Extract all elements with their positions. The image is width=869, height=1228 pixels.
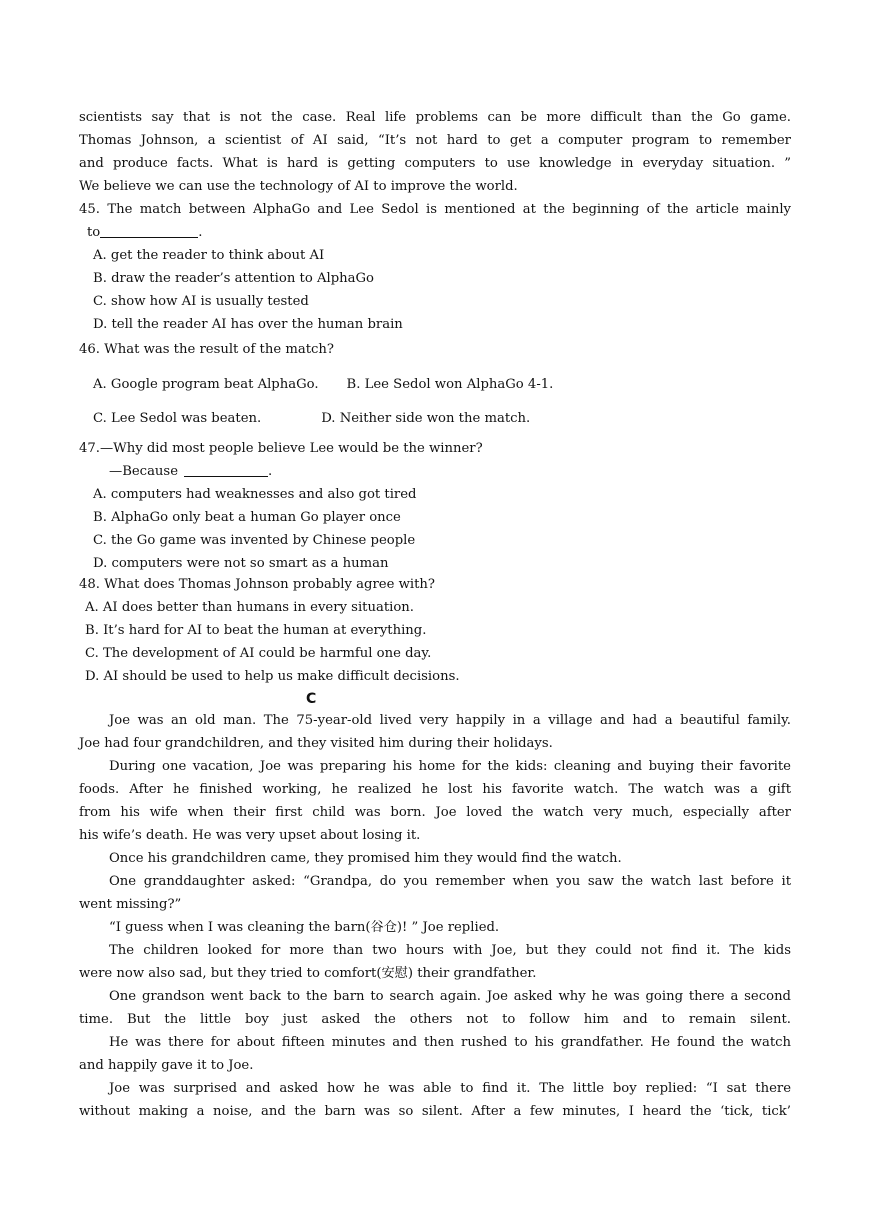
passage-line: During one vacation, Joe was preparing his home for the kids: cleaning and buying their favorite [109, 759, 791, 774]
option-c: C. Lee Sedol was beaten. [93, 411, 262, 426]
option-a: A. get the reader to think about AI [93, 248, 325, 263]
passage-line: One grandson went back to the barn to search again. Joe asked why he was going there a second [109, 989, 791, 1004]
stem-end: . [198, 225, 203, 240]
option-a: A. AI does better than humans in every situation. [85, 600, 414, 615]
passage-line: foods. After he finished working, he realized he lost his favorite watch. The watch was a gift [79, 782, 791, 797]
passage-line: Joe had four grandchildren, and they visited him during their holidays. [79, 736, 553, 751]
sub-text: —Because [109, 464, 178, 479]
text-line: and produce facts. What is hard is getting computers to use knowledge in everyday situation. ” [79, 156, 791, 171]
stem-text: to [87, 225, 101, 240]
answer-blank [100, 223, 198, 238]
option-a: A. computers had weaknesses and also got tired [93, 487, 417, 502]
passage-line: and happily gave it to Joe. [79, 1058, 254, 1073]
section-heading: C [306, 691, 317, 707]
options-row [79, 373, 791, 396]
passage-line: One granddaughter asked: “Grandpa, do you remember when you saw the watch last before it [109, 874, 791, 889]
option-c: C. the Go game was invented by Chinese people [93, 533, 416, 548]
question-47 [79, 437, 791, 575]
option-b: B. It’s hard for AI to beat the human at everything. [85, 623, 427, 638]
question-46-options-row1 [79, 373, 791, 396]
sub-end: . [268, 464, 273, 479]
option-a: A. Google program beat AlphaGo. [93, 377, 319, 392]
question-stem: 45. The match between AlphaGo and Lee Sedol is mentioned at the beginning of the article mainly [79, 202, 791, 217]
option-c: C. The development of AI could be harmful one day. [85, 646, 432, 661]
passage-line: Joe was surprised and asked how he was able to find it. The little boy replied: “I sat there [109, 1081, 791, 1096]
question-stem: 48. What does Thomas Johnson probably agree with? [79, 577, 435, 592]
question-stem: 47.—Why did most people believe Lee would be the winner? [79, 441, 483, 456]
option-d: D. tell the reader AI has over the human brain [93, 317, 403, 332]
passage-line: time. But the little boy just asked the others not to follow him and to remain silent. [79, 1012, 791, 1027]
option-d: D. Neither side won the match. [321, 411, 531, 426]
text-line: scientists say that is not the case. Real life problems can be more difficult than the Go game. [79, 110, 791, 125]
option-d: D. AI should be used to help us make difficult decisions. [85, 669, 460, 684]
option-b: B. draw the reader’s attention to AlphaGo [93, 271, 374, 286]
passage-line: The children looked for more than two hours with Joe, but they could not find it. The kids [109, 943, 791, 958]
passage-c [79, 709, 791, 1123]
question-46 [79, 338, 791, 361]
passage-line: went missing?” [79, 897, 182, 912]
question-stem-cont [79, 221, 791, 244]
question-46-options-row2 [79, 407, 791, 430]
text-line: We believe we can use the technology of AI to improve the world. [79, 179, 518, 194]
options-row [79, 407, 791, 430]
passage-line: from his wife when their first child was born. Joe loved the watch very much, especially after [79, 805, 791, 820]
passage-line: He was there for about fifteen minutes and then rushed to his grandfather. He found the watch [109, 1035, 791, 1050]
intro-paragraph [79, 106, 791, 198]
option-d: D. computers were not so smart as a human [93, 556, 389, 571]
option-b: B. AlphaGo only beat a human Go player once [93, 510, 401, 525]
text-line: Thomas Johnson, a scientist of AI said, “It’s not hard to get a computer program to remember [79, 133, 791, 148]
question-48 [79, 573, 791, 688]
answer-blank [184, 462, 268, 477]
question-sub [79, 460, 791, 483]
passage-line: without making a noise, and the barn was so silent. After a few minutes, I heard the ‘tick, tick’ [79, 1104, 791, 1119]
passage-line: Once his grandchildren came, they promised him they would find the watch. [109, 851, 622, 866]
question-stem: 46. What was the result of the match? [79, 342, 334, 357]
option-b: B. Lee Sedol won AlphaGo 4-1. [346, 377, 554, 392]
passage-line: Joe was an old man. The 75-year-old lived very happily in a village and had a beautiful family. [109, 713, 791, 728]
passage-line: “I guess when I was cleaning the barn(谷仓)! ” Joe replied. [109, 920, 500, 935]
option-c: C. show how AI is usually tested [93, 294, 309, 309]
question-45 [79, 198, 791, 336]
passage-line: his wife’s death. He was very upset about losing it. [79, 828, 421, 843]
passage-line: were now also sad, but they tried to comfort(安慰) their grandfather. [79, 966, 537, 981]
